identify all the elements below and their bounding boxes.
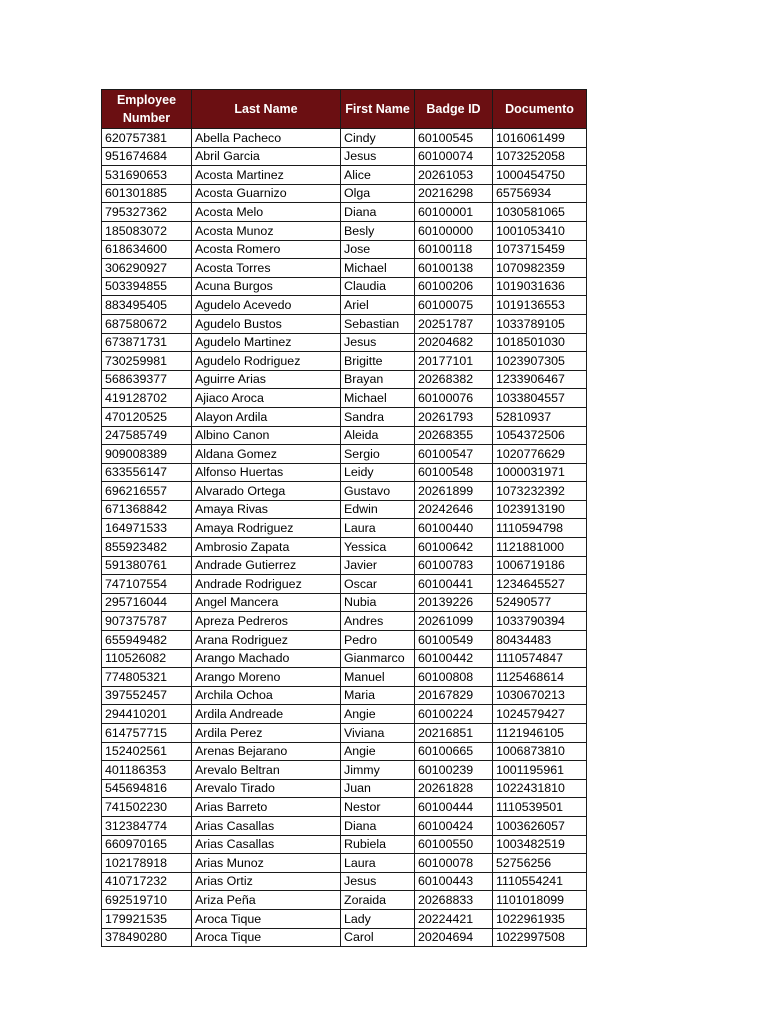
first-name-cell: Michael (341, 389, 415, 408)
employee-number-cell: 110526082 (102, 649, 192, 668)
badge-id-cell: 20261793 (415, 407, 493, 426)
table-row (102, 259, 587, 278)
badge-id-cell: 60100001 (415, 203, 493, 222)
last-name-cell: Arango Moreno (192, 668, 341, 687)
first-name-cell: Sandra (341, 407, 415, 426)
first-name-cell: Javier (341, 556, 415, 575)
badge-id-cell: 20251787 (415, 314, 493, 333)
table-header (102, 90, 587, 129)
first-name-cell: Leidy (341, 463, 415, 482)
employee-number-cell: 545694816 (102, 779, 192, 798)
badge-id-cell: 60100239 (415, 761, 493, 780)
first-name-cell: Manuel (341, 668, 415, 687)
last-name-cell: Andrade Rodriguez (192, 575, 341, 594)
documento-cell: 1030581065 (493, 203, 587, 222)
header-badge-id: Badge ID (415, 90, 493, 129)
badge-id-cell: 20268355 (415, 426, 493, 445)
employee-number-cell: 855923482 (102, 538, 192, 557)
last-name-cell: Aldana Gomez (192, 445, 341, 464)
employee-number-cell: 618634600 (102, 240, 192, 259)
first-name-cell: Andres (341, 612, 415, 631)
documento-cell: 1233906467 (493, 370, 587, 389)
table-row (102, 705, 587, 724)
first-name-cell: Sebastian (341, 314, 415, 333)
documento-cell: 1030670213 (493, 686, 587, 705)
last-name-cell: Arenas Bejarano (192, 742, 341, 761)
last-name-cell: Acosta Romero (192, 240, 341, 259)
documento-cell: 80434483 (493, 631, 587, 650)
badge-id-cell: 60100444 (415, 798, 493, 817)
last-name-cell: Andrade Gutierrez (192, 556, 341, 575)
table-row (102, 724, 587, 743)
employee-number-cell: 655949482 (102, 631, 192, 650)
employee-number-cell: 730259981 (102, 352, 192, 371)
first-name-cell: Ariel (341, 296, 415, 315)
documento-cell: 1110574847 (493, 649, 587, 668)
last-name-cell: Acosta Martinez (192, 166, 341, 185)
badge-id-cell: 20261053 (415, 166, 493, 185)
table-row (102, 612, 587, 631)
first-name-cell: Carol (341, 928, 415, 947)
table-row (102, 872, 587, 891)
badge-id-cell: 20261828 (415, 779, 493, 798)
last-name-cell: Alayon Ardila (192, 407, 341, 426)
documento-cell: 1006719186 (493, 556, 587, 575)
last-name-cell: Arias Casallas (192, 835, 341, 854)
table-row (102, 500, 587, 519)
first-name-cell: Gianmarco (341, 649, 415, 668)
table-row (102, 631, 587, 650)
table-row (102, 240, 587, 259)
table-row (102, 556, 587, 575)
employee-number-cell: 294410201 (102, 705, 192, 724)
documento-cell: 1022431810 (493, 779, 587, 798)
badge-id-cell: 60100224 (415, 705, 493, 724)
employee-number-cell: 909008389 (102, 445, 192, 464)
last-name-cell: Arias Munoz (192, 854, 341, 873)
documento-cell: 1234645527 (493, 575, 587, 594)
documento-cell: 1121946105 (493, 724, 587, 743)
table-row (102, 482, 587, 501)
employee-number-cell: 410717232 (102, 872, 192, 891)
documento-cell: 1019136553 (493, 296, 587, 315)
badge-id-cell: 20261899 (415, 482, 493, 501)
employee-number-cell: 568639377 (102, 370, 192, 389)
first-name-cell: Oscar (341, 575, 415, 594)
documento-cell: 1001053410 (493, 221, 587, 240)
employee-number-cell: 673871731 (102, 333, 192, 352)
last-name-cell: Acosta Guarnizo (192, 184, 341, 203)
badge-id-cell: 60100549 (415, 631, 493, 650)
employee-number-cell: 397552457 (102, 686, 192, 705)
documento-cell: 1020776629 (493, 445, 587, 464)
table-row (102, 668, 587, 687)
first-name-cell: Viviana (341, 724, 415, 743)
employee-number-cell: 696216557 (102, 482, 192, 501)
last-name-cell: Archila Ochoa (192, 686, 341, 705)
badge-id-cell: 60100075 (415, 296, 493, 315)
employee-number-cell: 306290927 (102, 259, 192, 278)
employee-number-cell: 660970165 (102, 835, 192, 854)
employee-number-cell: 164971533 (102, 519, 192, 538)
badge-id-cell: 60100076 (415, 389, 493, 408)
documento-cell: 1023913190 (493, 500, 587, 519)
badge-id-cell: 60100138 (415, 259, 493, 278)
badge-id-cell: 60100442 (415, 649, 493, 668)
last-name-cell: Amaya Rivas (192, 500, 341, 519)
table-row (102, 742, 587, 761)
employee-number-cell: 591380761 (102, 556, 192, 575)
last-name-cell: Acosta Melo (192, 203, 341, 222)
last-name-cell: Acuna Burgos (192, 277, 341, 296)
first-name-cell: Brigitte (341, 352, 415, 371)
badge-id-cell: 60100441 (415, 575, 493, 594)
first-name-cell: Jose (341, 240, 415, 259)
last-name-cell: Aguirre Arias (192, 370, 341, 389)
table-row (102, 649, 587, 668)
employee-number-cell: 614757715 (102, 724, 192, 743)
employee-number-cell: 692519710 (102, 891, 192, 910)
table-row (102, 686, 587, 705)
table-row (102, 407, 587, 426)
table-row (102, 854, 587, 873)
badge-id-cell: 20177101 (415, 352, 493, 371)
table-row (102, 538, 587, 557)
badge-id-cell: 60100440 (415, 519, 493, 538)
badge-id-cell: 60100550 (415, 835, 493, 854)
last-name-cell: Agudelo Rodriguez (192, 352, 341, 371)
first-name-cell: Pedro (341, 631, 415, 650)
employee-number-cell: 951674684 (102, 147, 192, 166)
first-name-cell: Jimmy (341, 761, 415, 780)
first-name-cell: Aleida (341, 426, 415, 445)
first-name-cell: Michael (341, 259, 415, 278)
table-row (102, 389, 587, 408)
badge-id-cell: 60100443 (415, 872, 493, 891)
first-name-cell: Laura (341, 519, 415, 538)
documento-cell: 1110594798 (493, 519, 587, 538)
first-name-cell: Jesus (341, 333, 415, 352)
table-row (102, 352, 587, 371)
table-row (102, 166, 587, 185)
documento-cell: 1003482519 (493, 835, 587, 854)
last-name-cell: Ajiaco Aroca (192, 389, 341, 408)
first-name-cell: Yessica (341, 538, 415, 557)
first-name-cell: Edwin (341, 500, 415, 519)
documento-cell: 1033789105 (493, 314, 587, 333)
documento-cell: 1070982359 (493, 259, 587, 278)
table-row (102, 816, 587, 835)
documento-cell: 1006873810 (493, 742, 587, 761)
badge-id-cell: 20216298 (415, 184, 493, 203)
table-row (102, 277, 587, 296)
badge-id-cell: 60100000 (415, 221, 493, 240)
employee-number-cell: 503394855 (102, 277, 192, 296)
employee-number-cell: 741502230 (102, 798, 192, 817)
table-row (102, 928, 587, 947)
documento-cell: 1101018099 (493, 891, 587, 910)
last-name-cell: Albino Canon (192, 426, 341, 445)
badge-id-cell: 60100206 (415, 277, 493, 296)
last-name-cell: Alfonso Huertas (192, 463, 341, 482)
badge-id-cell: 20216851 (415, 724, 493, 743)
last-name-cell: Arana Rodriguez (192, 631, 341, 650)
first-name-cell: Jesus (341, 872, 415, 891)
badge-id-cell: 20268833 (415, 891, 493, 910)
employee-number-cell: 378490280 (102, 928, 192, 947)
badge-id-cell: 20167829 (415, 686, 493, 705)
badge-id-cell: 60100078 (415, 854, 493, 873)
employee-number-cell: 102178918 (102, 854, 192, 873)
documento-cell: 1073252058 (493, 147, 587, 166)
header-documento: Documento (493, 90, 587, 129)
first-name-cell: Maria (341, 686, 415, 705)
badge-id-cell: 60100642 (415, 538, 493, 557)
last-name-cell: Apreza Pedreros (192, 612, 341, 631)
last-name-cell: Arevalo Beltran (192, 761, 341, 780)
table-row (102, 296, 587, 315)
documento-cell: 1022997508 (493, 928, 587, 947)
last-name-cell: Abella Pacheco (192, 129, 341, 148)
badge-id-cell: 60100118 (415, 240, 493, 259)
employee-number-cell: 601301885 (102, 184, 192, 203)
badge-id-cell: 60100808 (415, 668, 493, 687)
header-row (102, 90, 587, 129)
last-name-cell: Agudelo Acevedo (192, 296, 341, 315)
table-row (102, 426, 587, 445)
employee-sheet (101, 89, 587, 947)
badge-id-cell: 20139226 (415, 593, 493, 612)
table-row (102, 184, 587, 203)
last-name-cell: Arias Ortiz (192, 872, 341, 891)
first-name-cell: Angie (341, 742, 415, 761)
employee-number-cell: 747107554 (102, 575, 192, 594)
documento-cell: 1110554241 (493, 872, 587, 891)
table-row (102, 463, 587, 482)
documento-cell: 65756934 (493, 184, 587, 203)
badge-id-cell: 20268382 (415, 370, 493, 389)
documento-cell: 1003626057 (493, 816, 587, 835)
employee-number-cell: 179921535 (102, 909, 192, 928)
last-name-cell: Aroca Tique (192, 928, 341, 947)
employee-number-cell: 795327362 (102, 203, 192, 222)
header-last-name: Last Name (192, 90, 341, 129)
employee-number-cell: 419128702 (102, 389, 192, 408)
first-name-cell: Gustavo (341, 482, 415, 501)
badge-id-cell: 60100665 (415, 742, 493, 761)
last-name-cell: Arias Barreto (192, 798, 341, 817)
table-row (102, 147, 587, 166)
employee-number-cell: 620757381 (102, 129, 192, 148)
table-row (102, 761, 587, 780)
badge-id-cell: 60100783 (415, 556, 493, 575)
first-name-cell: Angie (341, 705, 415, 724)
documento-cell: 52756256 (493, 854, 587, 873)
first-name-cell: Lady (341, 909, 415, 928)
badge-id-cell: 60100074 (415, 147, 493, 166)
first-name-cell: Diana (341, 203, 415, 222)
table-row (102, 445, 587, 464)
badge-id-cell: 20224421 (415, 909, 493, 928)
employee-number-cell: 185083072 (102, 221, 192, 240)
documento-cell: 1110539501 (493, 798, 587, 817)
table-row (102, 370, 587, 389)
table-row (102, 909, 587, 928)
last-name-cell: Arango Machado (192, 649, 341, 668)
documento-cell: 52490577 (493, 593, 587, 612)
first-name-cell: Nubia (341, 593, 415, 612)
documento-cell: 1023907305 (493, 352, 587, 371)
badge-id-cell: 20261099 (415, 612, 493, 631)
first-name-cell: Laura (341, 854, 415, 873)
employee-number-cell: 907375787 (102, 612, 192, 631)
header-employee-number: Employee Number (102, 90, 192, 129)
first-name-cell: Nestor (341, 798, 415, 817)
last-name-cell: Arevalo Tirado (192, 779, 341, 798)
last-name-cell: Amaya Rodriguez (192, 519, 341, 538)
employee-number-cell: 152402561 (102, 742, 192, 761)
last-name-cell: Arias Casallas (192, 816, 341, 835)
badge-id-cell: 60100548 (415, 463, 493, 482)
first-name-cell: Zoraida (341, 891, 415, 910)
table-body (102, 129, 587, 947)
last-name-cell: Agudelo Bustos (192, 314, 341, 333)
employee-number-cell: 687580672 (102, 314, 192, 333)
last-name-cell: Ardila Andreade (192, 705, 341, 724)
table-row (102, 314, 587, 333)
first-name-cell: Olga (341, 184, 415, 203)
first-name-cell: Diana (341, 816, 415, 835)
last-name-cell: Angel Mancera (192, 593, 341, 612)
employee-number-cell: 633556147 (102, 463, 192, 482)
documento-cell: 1019031636 (493, 277, 587, 296)
employee-number-cell: 401186353 (102, 761, 192, 780)
first-name-cell: Besly (341, 221, 415, 240)
table-row (102, 891, 587, 910)
employee-number-cell: 531690653 (102, 166, 192, 185)
employee-table (101, 89, 587, 947)
badge-id-cell: 60100547 (415, 445, 493, 464)
first-name-cell: Alice (341, 166, 415, 185)
header-first-name: First Name (341, 90, 415, 129)
documento-cell: 1073232392 (493, 482, 587, 501)
last-name-cell: Acosta Munoz (192, 221, 341, 240)
employee-number-cell: 774805321 (102, 668, 192, 687)
table-row (102, 779, 587, 798)
last-name-cell: Agudelo Martinez (192, 333, 341, 352)
documento-cell: 1016061499 (493, 129, 587, 148)
documento-cell: 52810937 (493, 407, 587, 426)
documento-cell: 1001195961 (493, 761, 587, 780)
table-row (102, 835, 587, 854)
table-row (102, 575, 587, 594)
documento-cell: 1018501030 (493, 333, 587, 352)
documento-cell: 1000031971 (493, 463, 587, 482)
documento-cell: 1033804557 (493, 389, 587, 408)
employee-number-cell: 883495405 (102, 296, 192, 315)
first-name-cell: Jesus (341, 147, 415, 166)
table-row (102, 593, 587, 612)
employee-number-cell: 312384774 (102, 816, 192, 835)
documento-cell: 1033790394 (493, 612, 587, 631)
documento-cell: 1000454750 (493, 166, 587, 185)
first-name-cell: Sergio (341, 445, 415, 464)
badge-id-cell: 20204682 (415, 333, 493, 352)
first-name-cell: Juan (341, 779, 415, 798)
last-name-cell: Ardila Perez (192, 724, 341, 743)
documento-cell: 1024579427 (493, 705, 587, 724)
last-name-cell: Ariza Peña (192, 891, 341, 910)
employee-number-cell: 295716044 (102, 593, 192, 612)
documento-cell: 1073715459 (493, 240, 587, 259)
first-name-cell: Brayan (341, 370, 415, 389)
first-name-cell: Claudia (341, 277, 415, 296)
table-row (102, 333, 587, 352)
badge-id-cell: 60100424 (415, 816, 493, 835)
badge-id-cell: 20242646 (415, 500, 493, 519)
documento-cell: 1121881000 (493, 538, 587, 557)
last-name-cell: Alvarado Ortega (192, 482, 341, 501)
documento-cell: 1022961935 (493, 909, 587, 928)
last-name-cell: Acosta Torres (192, 259, 341, 278)
last-name-cell: Ambrosio Zapata (192, 538, 341, 557)
first-name-cell: Rubiela (341, 835, 415, 854)
employee-number-cell: 247585749 (102, 426, 192, 445)
table-row (102, 203, 587, 222)
documento-cell: 1054372506 (493, 426, 587, 445)
badge-id-cell: 60100545 (415, 129, 493, 148)
table-row (102, 798, 587, 817)
badge-id-cell: 20204694 (415, 928, 493, 947)
employee-number-cell: 671368842 (102, 500, 192, 519)
first-name-cell: Cindy (341, 129, 415, 148)
table-row (102, 519, 587, 538)
table-row (102, 129, 587, 148)
table-row (102, 221, 587, 240)
last-name-cell: Abril Garcia (192, 147, 341, 166)
documento-cell: 1125468614 (493, 668, 587, 687)
employee-number-cell: 470120525 (102, 407, 192, 426)
last-name-cell: Aroca Tique (192, 909, 341, 928)
